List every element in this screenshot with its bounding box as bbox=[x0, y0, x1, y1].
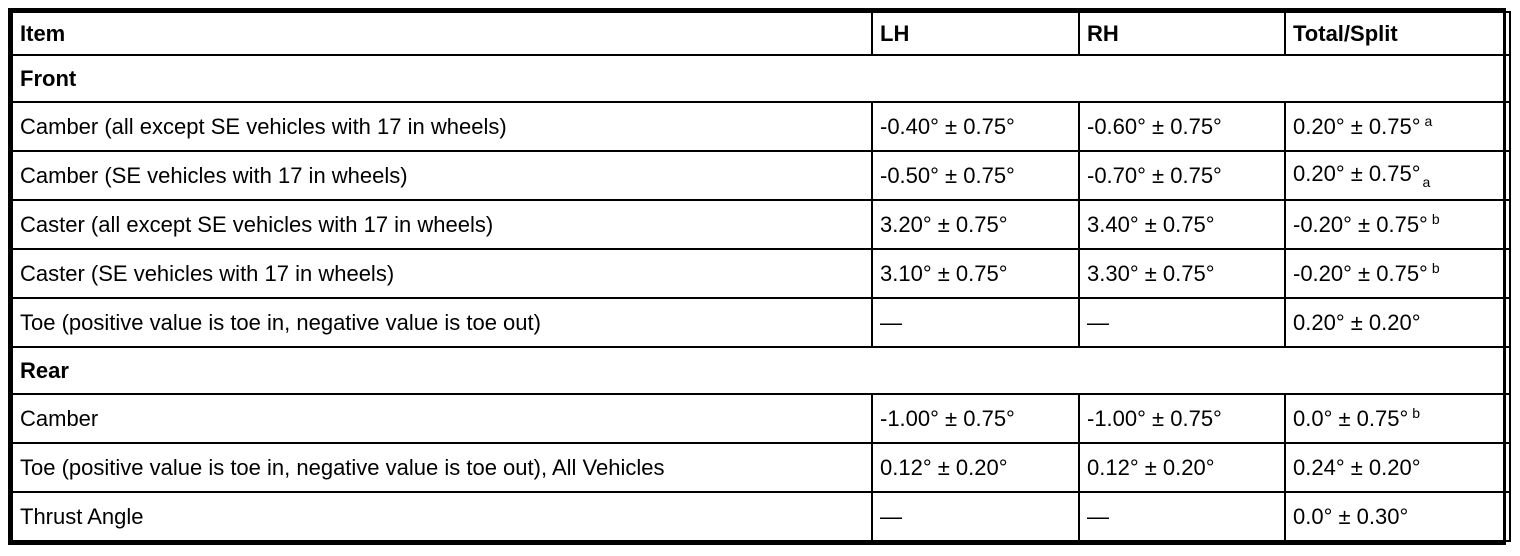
alignment-spec-table bbox=[11, 11, 1511, 542]
cell-total-split bbox=[1285, 200, 1510, 249]
cell-rh: 3.40° ± 0.75° bbox=[1079, 200, 1285, 249]
table-row bbox=[12, 394, 1510, 443]
cell-total-split bbox=[1285, 394, 1510, 443]
total-split-value: 0.24° ± 0.20° bbox=[1293, 454, 1421, 480]
cell-lh: 0.12° ± 0.20° bbox=[872, 443, 1079, 492]
footnote-marker: a bbox=[1424, 113, 1433, 129]
cell-lh: -0.50° ± 0.75° bbox=[872, 151, 1079, 200]
cell-rh: 0.12° ± 0.20° bbox=[1079, 443, 1285, 492]
total-split-value: 0.20° ± 0.20° bbox=[1293, 309, 1421, 335]
table-row bbox=[12, 151, 1510, 200]
section-row bbox=[12, 347, 1510, 394]
total-split-value: -0.20° ± 0.75° bbox=[1293, 261, 1428, 286]
cell-lh: — bbox=[872, 492, 1079, 541]
table-body bbox=[12, 55, 1510, 541]
footnote-marker: a bbox=[1422, 174, 1431, 190]
table-row bbox=[12, 443, 1510, 492]
cell-item: Toe (positive value is toe in, negative value is toe out) bbox=[12, 298, 872, 347]
table-row bbox=[12, 249, 1510, 298]
cell-total-split bbox=[1285, 102, 1510, 151]
cell-rh: -0.60° ± 0.75° bbox=[1079, 102, 1285, 151]
table-row bbox=[12, 102, 1510, 151]
cell-lh: — bbox=[872, 298, 1079, 347]
header-item: Item bbox=[12, 12, 872, 55]
cell-total-split bbox=[1285, 492, 1510, 541]
section-row bbox=[12, 55, 1510, 102]
table-row bbox=[12, 492, 1510, 541]
cell-item: Toe (positive value is toe in, negative value is toe out), All Vehicles bbox=[12, 443, 872, 492]
cell-rh: -1.00° ± 0.75° bbox=[1079, 394, 1285, 443]
cell-item: Camber bbox=[12, 394, 872, 443]
cell-item: Camber (SE vehicles with 17 in wheels) bbox=[12, 151, 872, 200]
total-split-value: -0.20° ± 0.75° bbox=[1293, 212, 1428, 237]
table-row bbox=[12, 200, 1510, 249]
cell-rh: 3.30° ± 0.75° bbox=[1079, 249, 1285, 298]
cell-lh: -0.40° ± 0.75° bbox=[872, 102, 1079, 151]
total-split-value: 0.0° ± 0.75° bbox=[1293, 406, 1409, 431]
table-row bbox=[12, 298, 1510, 347]
cell-total-split bbox=[1285, 298, 1510, 347]
total-split-value: 0.20° ± 0.75° bbox=[1293, 161, 1421, 186]
cell-total-split bbox=[1285, 151, 1510, 200]
table-header bbox=[12, 12, 1510, 55]
cell-lh: -1.00° ± 0.75° bbox=[872, 394, 1079, 443]
header-rh: RH bbox=[1079, 12, 1285, 55]
footnote-marker: b bbox=[1412, 405, 1421, 421]
section-title: Front bbox=[12, 55, 1510, 102]
cell-total-split bbox=[1285, 443, 1510, 492]
cell-item: Caster (all except SE vehicles with 17 in wheels) bbox=[12, 200, 872, 249]
footnote-marker: b bbox=[1431, 260, 1440, 276]
header-total-split: Total/Split bbox=[1285, 12, 1510, 55]
cell-rh: — bbox=[1079, 492, 1285, 541]
cell-item: Thrust Angle bbox=[12, 492, 872, 541]
cell-item: Camber (all except SE vehicles with 17 in wheels) bbox=[12, 102, 872, 151]
cell-rh: — bbox=[1079, 298, 1285, 347]
cell-item: Caster (SE vehicles with 17 in wheels) bbox=[12, 249, 872, 298]
total-split-value: 0.20° ± 0.75° bbox=[1293, 114, 1421, 139]
cell-lh: 3.20° ± 0.75° bbox=[872, 200, 1079, 249]
cell-total-split bbox=[1285, 249, 1510, 298]
section-title: Rear bbox=[12, 347, 1510, 394]
total-split-value: 0.0° ± 0.30° bbox=[1293, 503, 1409, 529]
header-row bbox=[12, 12, 1510, 55]
footnote-marker: b bbox=[1431, 211, 1440, 227]
header-lh: LH bbox=[872, 12, 1079, 55]
cell-rh: -0.70° ± 0.75° bbox=[1079, 151, 1285, 200]
alignment-spec-table-wrapper bbox=[8, 8, 1506, 545]
table-frame bbox=[8, 8, 1506, 545]
cell-lh: 3.10° ± 0.75° bbox=[872, 249, 1079, 298]
